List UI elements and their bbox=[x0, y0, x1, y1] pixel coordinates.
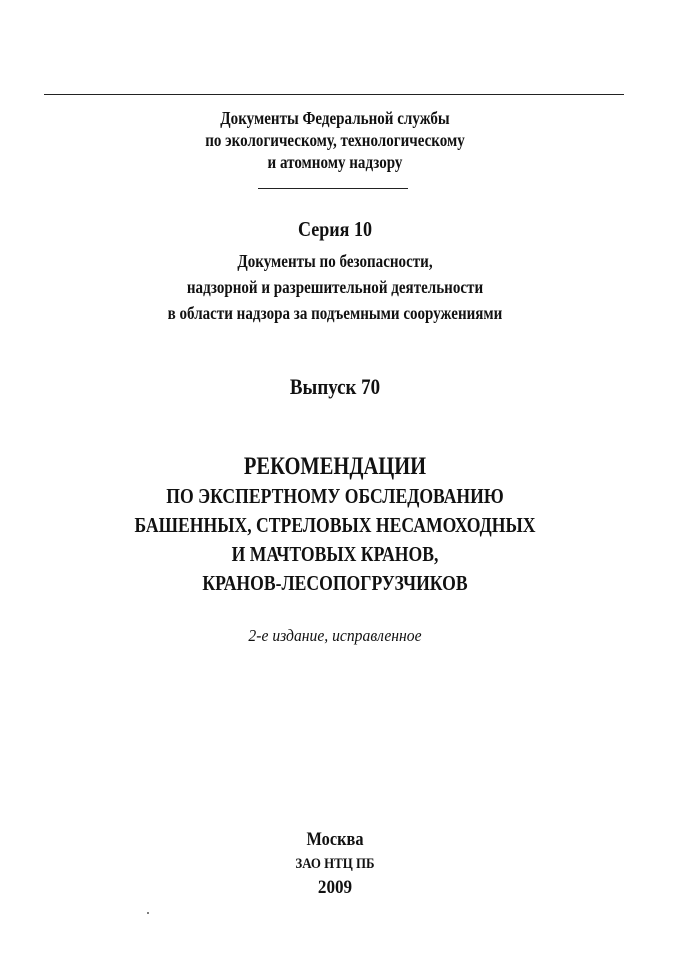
imprint-year: 2009 bbox=[317, 877, 353, 898]
agency-header bbox=[47, 107, 623, 173]
document-subtitle-line: И МАЧТОВЫХ КРАНОВ, bbox=[231, 542, 439, 566]
scan-speck bbox=[147, 912, 149, 914]
document-subtitle-line: КРАНОВ-ЛЕСОПОГРУЗЧИКОВ bbox=[202, 571, 468, 595]
agency-header-line: и атомному надзору bbox=[267, 152, 403, 172]
imprint-publisher: ЗАО НТЦ ПБ bbox=[295, 856, 375, 872]
imprint-city: Москва bbox=[306, 829, 364, 850]
series-description-line: в области надзора за подъемными сооружениями bbox=[167, 303, 503, 323]
document-subtitle-line: ПО ЭКСПЕРТНОМУ ОБСЛЕДОВАНИЮ bbox=[166, 484, 504, 508]
top-divider bbox=[44, 94, 624, 95]
document-subtitle-line: БАШЕННЫХ, СТРЕЛОВЫХ НЕСАМОХОДНЫХ bbox=[134, 513, 536, 537]
issue-number: Выпуск 70 bbox=[289, 374, 381, 399]
edition-note: 2-е издание, исправленное bbox=[248, 626, 422, 645]
agency-header-line: Документы Федеральной службы bbox=[220, 108, 450, 128]
series-description-line: Документы по безопасности, bbox=[237, 251, 433, 271]
series-title: Серия 10 bbox=[297, 217, 373, 241]
header-divider bbox=[258, 188, 408, 189]
series-description bbox=[47, 248, 623, 326]
document-subtitle bbox=[60, 482, 609, 598]
document-title: РЕКОМЕНДАЦИИ bbox=[243, 453, 427, 480]
series-description-line: надзорной и разрешительной деятельности bbox=[186, 277, 484, 297]
agency-header-line: по экологическому, технологическому bbox=[205, 130, 465, 150]
